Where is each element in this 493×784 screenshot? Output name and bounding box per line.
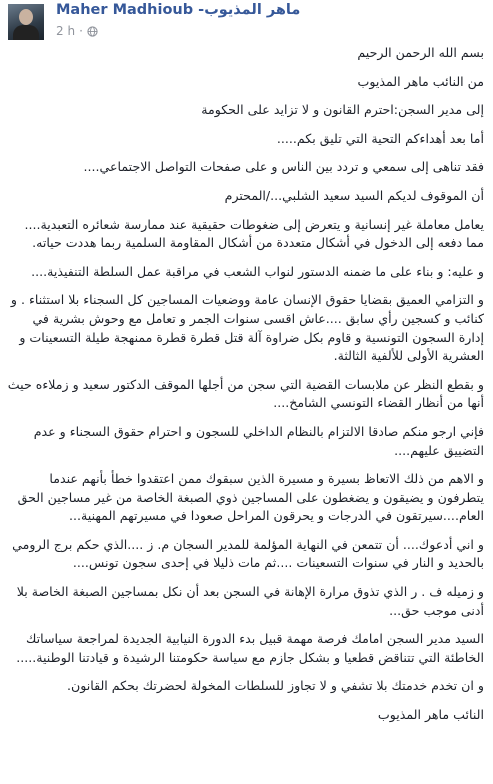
avatar-body-shape: [13, 25, 39, 40]
post-paragraph: بسم الله الرحمن الرحيم: [357, 45, 484, 60]
post-paragraph: و بقطع النظر عن ملابسات القضية التي سجن من أجلها الموقف الدكتور سعيد و زملاءه حيث أنها من أنظار القضاء التونسي الشامخ....: [7, 376, 484, 411]
meta-separator: ·: [79, 24, 83, 38]
post-paragraph: السيد مدير السجن امامك فرصة مهمة قبيل بدء الدورة النيابية الجديدة لمراجعة سياساتك الخاطئة التي تتناقض قطعيا و بشكل جازم مع سياسة حكومتنا الرشيدة و قيادتنا الوطنية.....: [16, 631, 484, 665]
post-paragraph: يعامل معاملة غير إنسانية و يتعرض إلى ضغوطات حقيقية عند ممارسة شعائره التعبدية.... مما دفعه إلى الدخول في أشكال متعددة من أشكال المقاومة السلمية ربما هددت حياته.: [24, 216, 484, 251]
author-avatar[interactable]: [8, 4, 44, 40]
post-paragraph: إلى مدير السجن:احترم القانون و لا تزايد على الحكومة: [201, 102, 484, 118]
post-paragraph: و الاهم من ذلك الاتعاظ بسيرة و مسيرة الذين سبقوك ممن اعتقدوا خطأ بأنهم عندما يتطرفون و يضيقون و يضغطون على المساجين ذوي الصبغة الخاصة من غير مساجين الحق العام....سيرتقون في الدرجات و يحرقون المراحل صعودا في مسيرتهم المهنية...: [17, 471, 484, 524]
author-name[interactable]: Maher Madhioub -ماهر المذيوب: [56, 2, 301, 18]
globe-icon[interactable]: [87, 26, 98, 37]
post-paragraph: من النائب ماهر المذيوب: [357, 73, 484, 89]
post-paragraph: و زميله ف . ر الذي تذوق مرارة الإهانة في السجن بعد أن نكل بمساجين الصبغة الخاصة بلا أدنى موجب حق...: [16, 584, 484, 618]
post-paragraph: فقد تناهى إلى سمعي و تردد بين الناس و على صفحات التواصل الاجتماعي....: [83, 159, 484, 175]
post-timestamp[interactable]: 2 h: [56, 24, 76, 38]
post-header: [0, 0, 493, 44]
post-paragraph: فإني ارجو منكم صادقا الالتزام بالنظام الداخلي للسجون و احترام حقوق السجناء و عدم التضييق عليهم....: [33, 423, 484, 458]
post-paragraph: و عليه: و بناء على ما ضمنه الدستور لنواب الشعب في مراقبة عمل السلطة التنفيذية....: [31, 263, 484, 279]
post-paragraph: أما بعد أهداءكم التحية التي تليق بكم.....: [276, 130, 484, 146]
post-meta: [56, 24, 98, 38]
post-paragraph: و اني أدعوك.... أن تتمعن في النهاية المؤلمة للمدير السجان م. ز ....الذي حكم برج الرومي بالحديد و النار في سنوات التسعينات ....ثم مات ذليلا في إحدى سجون تونس....: [12, 536, 484, 571]
post-paragraph: و التزامي العميق بقضايا حقوق الإنسان عامة ووضعيات المساجين كل السجناء بلا استثناء . و كنائب و كسجين رأي سابق ....عاش اقسى سنوات الجمر و تعامل مع وحوش بشرية في إدارة السجون التونسية و قاوم بكل ضراوة آلة قتل قطرة قطرة ممنهجة طيلة التسعينات و العشرية الأولى للألفية الثالثة.: [10, 292, 484, 364]
post-body: [6, 44, 484, 735]
post-paragraph: أن الموقوف لديكم السيد سعيد الشلبي.../المحترم: [224, 187, 484, 203]
avatar-head-shape: [19, 9, 33, 25]
post-paragraph: النائب ماهر المذيوب: [377, 707, 484, 723]
post-paragraph: و ان تخدم خدمتك بلا تشفي و لا تجاوز للسلطات المخولة لحضرتك بحكم القانون.: [66, 678, 484, 694]
